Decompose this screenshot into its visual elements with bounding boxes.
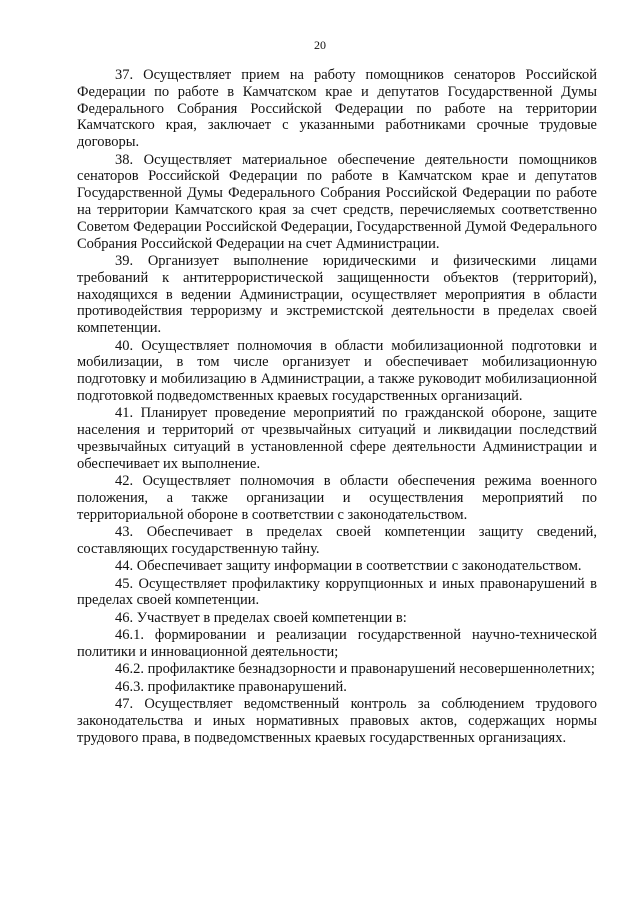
page-number: 20 [314, 38, 326, 52]
paragraph-43: 43. Обеспечивает в пределах своей компетенции защиту сведений, составляющих государственную тайну. [77, 524, 597, 557]
paragraph-46-1: 46.1. формировании и реализации государственной научно-технической политики и инновационной деятельности; [77, 627, 597, 661]
paragraph-41: 41. Планирует проведение мероприятий по гражданской обороне, защите населения и территорий от чрезвычайных ситуаций и ликвидации последствий чрезвычайных ситуаций в установленной сфере деятельности Администрации и обеспечивает их выполнение. [77, 405, 597, 472]
document-body [77, 67, 597, 747]
paragraph-42: 42. Осуществляет полномочия в области обеспечения режима военного положения, а также организации и осуществления мероприятий по территориальной обороне в соответствии с законодательством. [77, 473, 597, 523]
paragraph-39: 39. Организует выполнение юридическими и физическими лицами требований к антитеррористической защищенности объектов (территорий), находящихся в ведении Администрации, осуществляет мероприятия в области противодействия терроризму и экстремистской деятельности в пределах своей компетенции. [77, 252, 597, 337]
paragraph-46-2: 46.2. профилактике безнадзорности и правонарушений несовершеннолетних; [115, 661, 595, 678]
paragraph-46: 46. Участвует в пределах своей компетенции в: [115, 609, 407, 626]
paragraph-44: 44. Обеспечивает защиту информации в соответствии с законодательством. [115, 558, 582, 575]
paragraph-37: 37. Осуществляет прием на работу помощников сенаторов Российской Федерации по работе в Камчатском крае и депутатов Государственной Думы Федерального Собрания Российской Федерации по работе на территории Камчатского края, заключает с указанными работниками срочные трудовые договоры. [77, 67, 597, 151]
paragraph-47: 47. Осуществляет ведомственный контроль за соблюдением трудового законодательства и иных нормативных правовых актов, содержащих нормы трудового права, в подведомственных краевых государственных организациях. [77, 696, 597, 746]
paragraph-40: 40. Осуществляет полномочия в области мобилизационной подготовки и мобилизации, в том числе организует и обеспечивает мобилизационную подготовку и мобилизацию в Администрации, а также руководит мобилизационной подготовкой подведомственных краевых государственных организаций. [77, 337, 597, 404]
paragraph-38: 38. Осуществляет материальное обеспечение деятельности помощников сенаторов Российской Федерации по работе в Камчатском крае и депутатов Государственной Думы Федерального Собрания Российской Федерации по работе на территории Камчатского края за счет средств, перечисляемых соответственно Советом Федерации Российской Федерации, Государственной Думой Федерального Собрания Российской Федерации на счет Администрации. [77, 151, 597, 252]
paragraph-46-3: 46.3. профилактике правонарушений. [115, 678, 347, 695]
paragraph-45: 45. Осуществляет профилактику коррупционных и иных правонарушений в пределах своей компетенции. [77, 575, 597, 609]
